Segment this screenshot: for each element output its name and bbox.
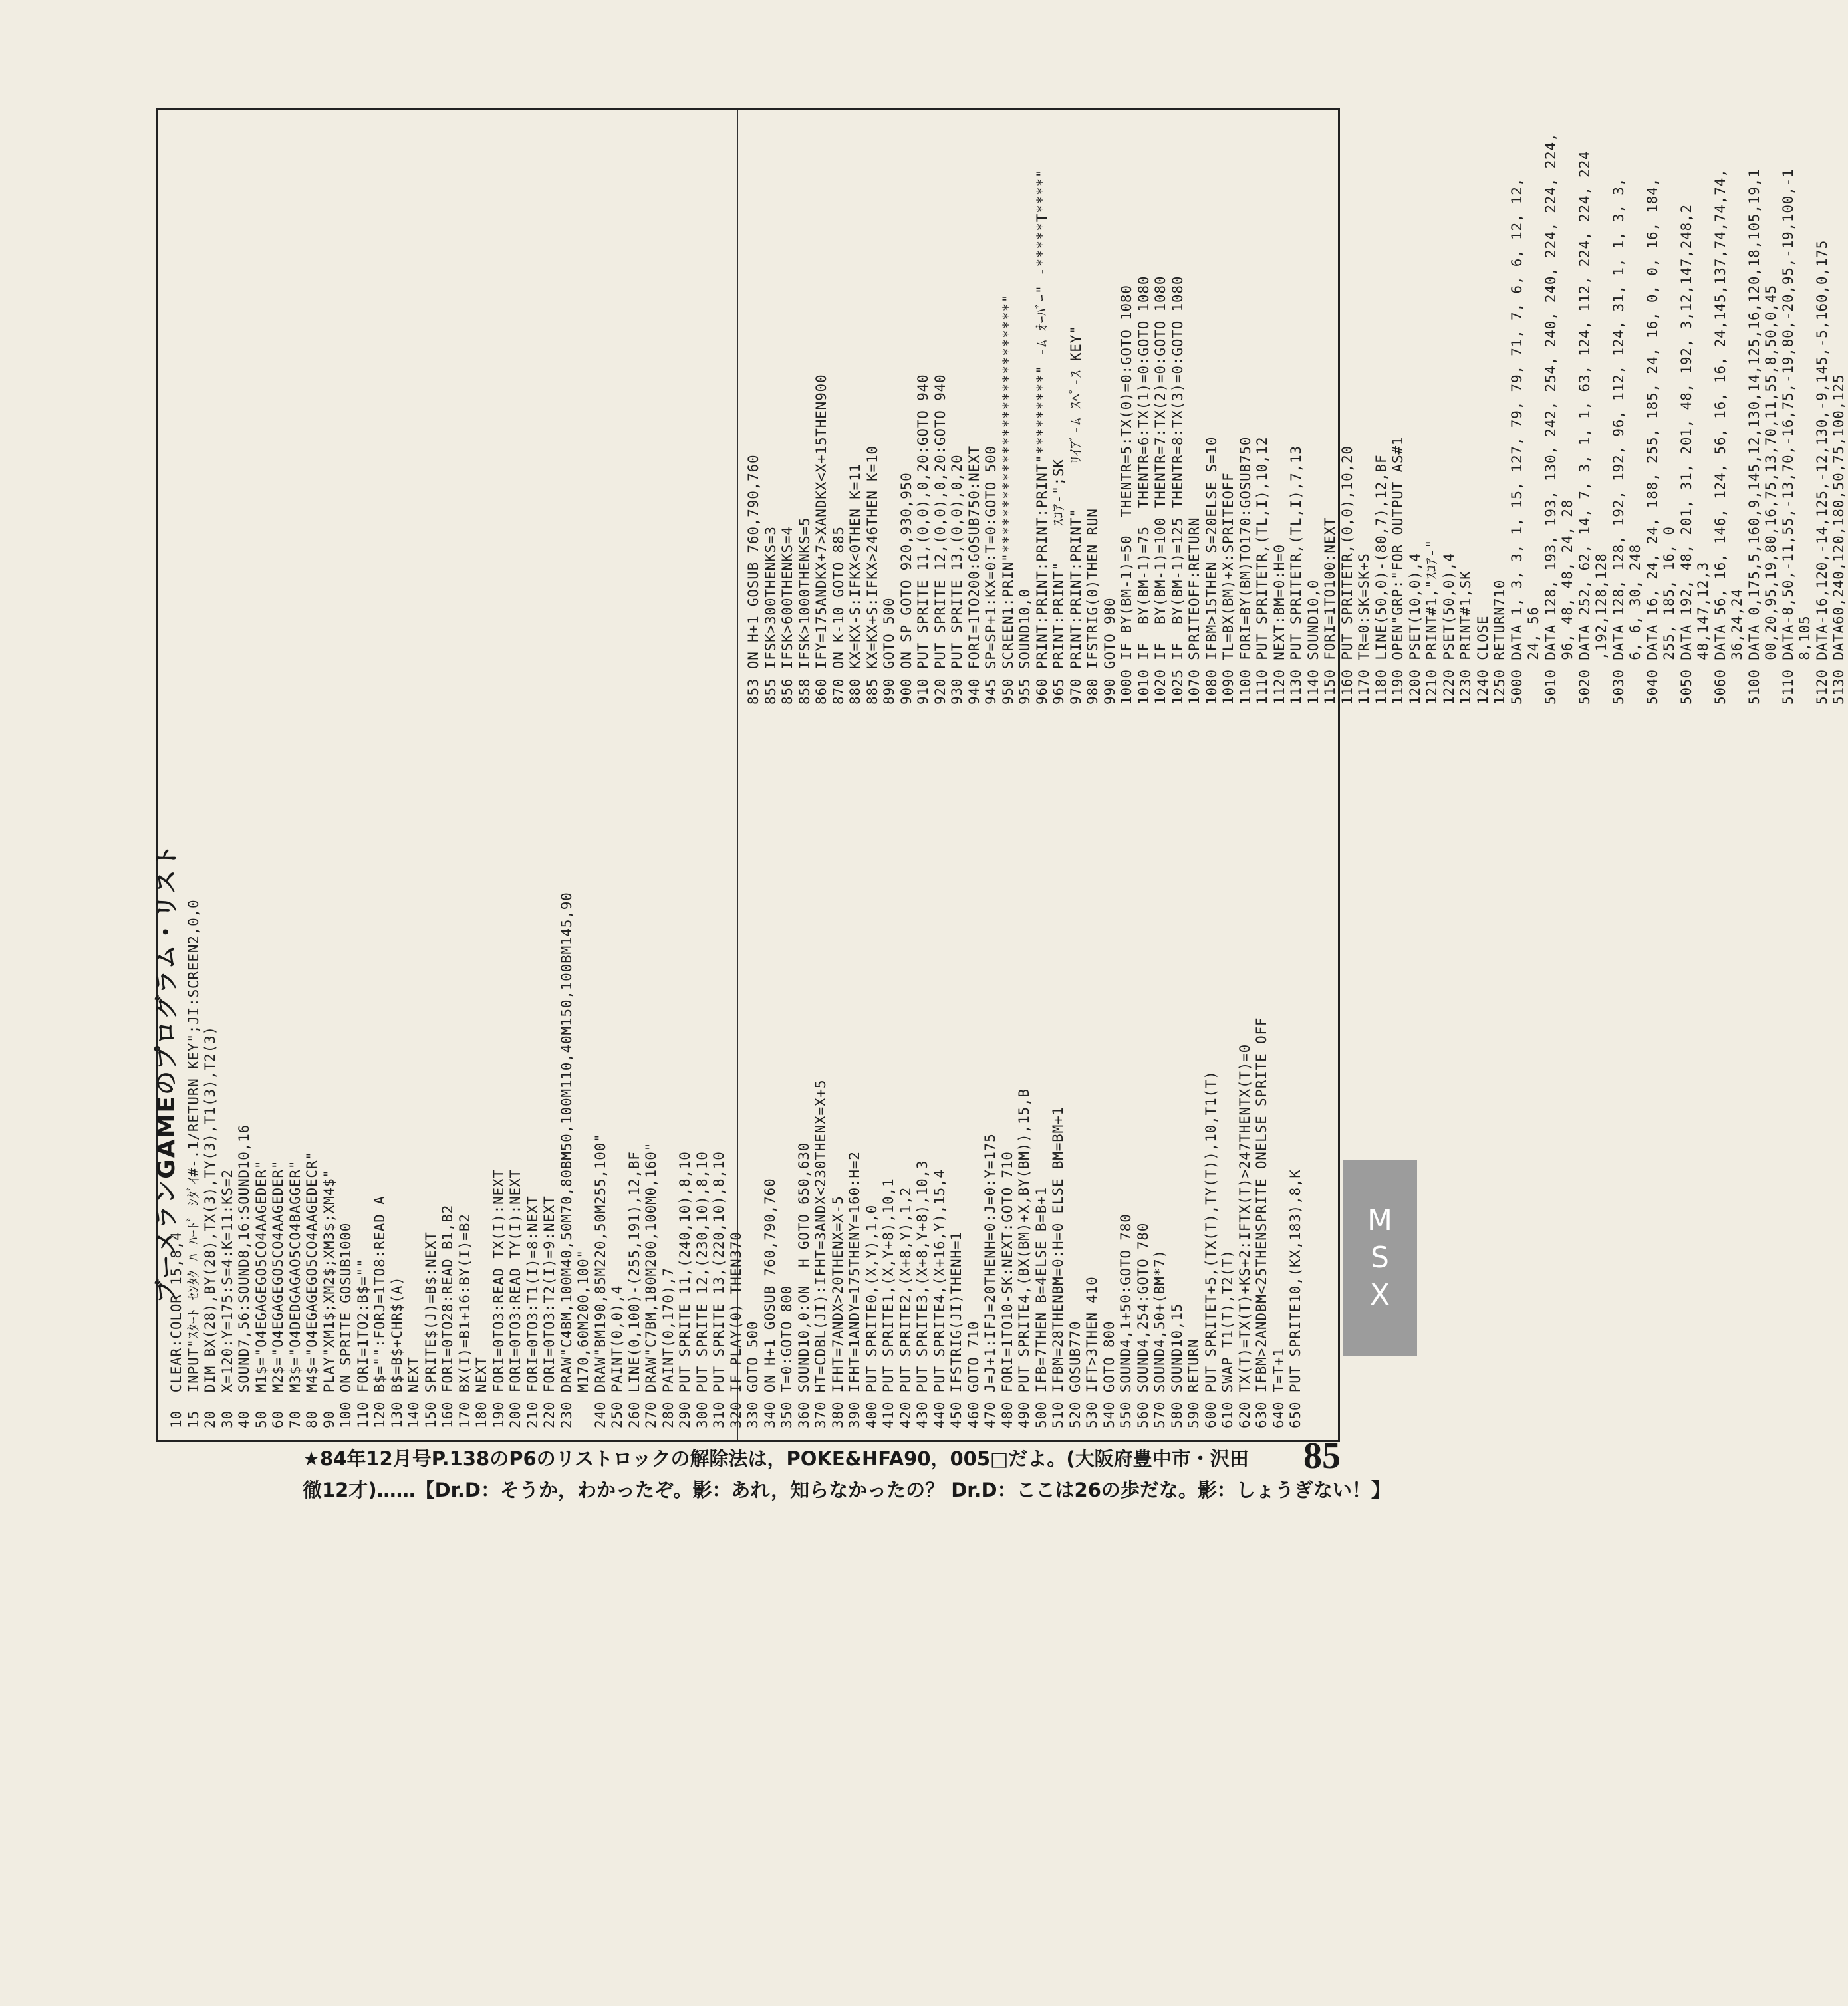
- code-line: 100 ON SPRITE GOSUB1000: [338, 1222, 354, 1428]
- code-line: 340 ON H+1 GOSUB 760,790,760: [761, 1178, 778, 1428]
- code-line: 870 ON K-10 GOTO 885: [830, 526, 847, 705]
- code-line: 470 J=J+1:IFJ=20THENH=0:J=0:Y=175: [982, 1133, 998, 1428]
- code-line: 990 GOTO 980: [1101, 597, 1118, 705]
- tab-letter: S: [1371, 1241, 1389, 1275]
- code-line: 858 IFSK>1000THENKS=5: [796, 517, 813, 705]
- code-line: 1210 PRINT#1,"ｽｺｱ-": [1424, 539, 1440, 705]
- code-line: 650 PUT SPRITE10,(KX,183),8,K: [1287, 1169, 1303, 1428]
- code-line: 5060 DATA 56, 16, 146, 124, 56, 16, 16, 24,145,137,74,74,74,: [1712, 168, 1728, 705]
- code-line: 1110 PUT SPRITETR,(TL,I),10,12: [1254, 436, 1270, 705]
- code-line: 1250 RETURN710: [1492, 579, 1508, 705]
- code-line: 980 IFSTRIG(0)THEN RUN: [1085, 508, 1101, 705]
- listing-right-column: [745, 133, 1848, 705]
- code-line: 6, 6, 30, 248: [1627, 544, 1643, 705]
- code-line: ,192,128,128: [1593, 553, 1609, 705]
- code-line: 260 LINE(0,100)-(255,191),12,BF: [626, 1151, 642, 1428]
- code-line: 1020 IF BY(BM-1)=100 THENTR=7:TX(2)=0:GOTO 1080: [1152, 275, 1168, 705]
- code-line: 1200 PSET(10,0),4: [1406, 553, 1423, 705]
- code-line: 40 SOUND7,56:SOUND8,16:SOUND10,16: [236, 1124, 252, 1428]
- code-line: 600 PUT SPRITET+5,(TX(T),TY(T)),10,T1(T): [1202, 1070, 1219, 1428]
- code-line: 430 PUT SPRITE3,(X+8,Y+8),10,3: [914, 1160, 930, 1428]
- code-line: 5110 DATA-8,50,-11,55,-13,70,-16,75,-19,80,-20,95,-19,100,-1: [1780, 168, 1796, 705]
- code-line: 460 GOTO 710: [965, 1320, 982, 1428]
- code-line: 20 DIM BX(28),BY(28),TX(3),TY(3),T1(3),T2(3): [202, 1026, 218, 1428]
- code-line: 1120 NEXT:BM=0:H=0: [1271, 544, 1287, 705]
- code-line: 330 GOTO 500: [745, 1320, 761, 1428]
- code-line: 540 GOTO 800: [1101, 1320, 1117, 1428]
- code-line: 5010 DATA 128, 193, 193, 130, 242, 254, 240, 240, 224, 224, 224,: [1542, 132, 1559, 705]
- code-line: 853 ON H+1 GOSUB 760,790,760: [745, 454, 761, 705]
- code-line: 520 GOSUB770: [1067, 1320, 1083, 1428]
- code-line: 60 M2$="O4EGAGEGO5CO4AAGEDER": [270, 1160, 286, 1428]
- page-title: ブーメランGAMEのプログラム・リスト: [153, 843, 180, 1303]
- code-line: 1100 FORI=BY(BM)TO170:GOSUB750: [1237, 436, 1254, 705]
- code-line: 1150 FORI=1TO100:NEXT: [1322, 517, 1338, 705]
- code-line: 255, 185, 16, 0: [1661, 526, 1677, 705]
- code-line: 590 RETURN: [1186, 1338, 1202, 1428]
- code-line: 640 T=T+1: [1270, 1348, 1287, 1428]
- code-line: 360 SOUND10,0:ON H GOTO 650,630: [795, 1142, 812, 1428]
- code-line: 880 KX=KX-S:IFKX<0THEN K=11: [847, 463, 863, 705]
- code-line: 96, 48, 48, 24, 28: [1559, 499, 1575, 705]
- code-line: 70 M3$="O4DEDGAGAO5CO4BAGGER": [287, 1160, 303, 1428]
- code-line: 885 KX=KX+S:IFKX>246THEN K=10: [864, 445, 880, 705]
- code-line: 8,105: [1797, 615, 1813, 705]
- code-line: 1010 IF BY(BM-1)=75 THENTR=6:TX(1)=0:GOTO 1080: [1135, 275, 1152, 705]
- code-line: 1090 TL=BX(BM)+X:SPRITEOFF: [1220, 472, 1236, 705]
- code-line: 200 FORI=0TO3:READ TY(I):NEXT: [507, 1169, 523, 1428]
- code-line: 320 IF PLAY(0) THEN370: [727, 1231, 744, 1428]
- code-line: 1080 IFBM>15THEN S=20ELSE S=10: [1203, 436, 1220, 705]
- code-line: 290 PUT SPRITE 11,(240,10),8,10: [677, 1151, 693, 1428]
- code-line: 510 IFBM=28THENBM=0:H=0 ELSE BM=BM+1: [1050, 1106, 1066, 1428]
- code-line: 390 IFHT=1ANDY=175THENY=160:H=2: [847, 1151, 862, 1428]
- code-line: 350 T=0:GOTO 800: [779, 1285, 795, 1428]
- code-line: 550 SOUND4,1+50:GOTO 780: [1118, 1213, 1134, 1428]
- code-line: 00,20,95,19,80,16,75,13,70,11,55,8,50,0,45: [1763, 285, 1779, 705]
- code-line: 630 IFBM>2ANDBM<25THENSPRITE ONELSE SPRITE OFF: [1254, 1017, 1269, 1428]
- code-line: 210 FORI=0TO3:T1(I)=8:NEXT: [524, 1195, 541, 1428]
- code-line: 370 HT=CDBL(JI):IFHT=3ANDX<230THENX=X+5: [813, 1079, 829, 1428]
- page-number: 85: [1303, 1436, 1341, 1477]
- tab-letter: X: [1369, 1278, 1390, 1312]
- code-line: 910 PUT SPRITE 11,(0,0),0,20:GOTO 940: [915, 374, 931, 705]
- code-line: 570 SOUND4,50+(BM*7): [1152, 1249, 1168, 1428]
- code-line: 5050 DATA 192, 48, 201, 31, 201, 48, 192, 3,12,147,248,2: [1678, 204, 1694, 705]
- code-line: 900 ON SP GOTO 920,930,950: [898, 472, 914, 705]
- code-line: 490 PUT SPRITE4,(BX(BM)+X,BY(BM)),15,B: [1016, 1088, 1032, 1428]
- code-line: 380 IFHT=7ANDX>20THENX=X-5: [829, 1195, 846, 1428]
- code-line: 400 PUT SPRITE0,(X,Y),1,0: [863, 1204, 880, 1428]
- code-line: 140 NEXT: [406, 1356, 422, 1428]
- code-line: 1025 IF BY(BM-1)=125 THENTR=8:TX(3)=0:GOTO 1080: [1169, 275, 1186, 705]
- code-line: 1000 IF BY(BM-1)=50 THENTR=5:TX(0)=0:GOTO 1080: [1119, 285, 1134, 705]
- code-line: 1230 PRINT#1,SK: [1458, 570, 1474, 705]
- code-line: 50 M1$="O4EGAGEGO5CO4AAGEDER": [253, 1160, 269, 1428]
- code-line: 150 SPRITE$(J)=B$:NEXT: [422, 1231, 439, 1428]
- code-line: 530 IFT>3THEN 410: [1084, 1276, 1100, 1428]
- listing-left-column: [168, 892, 1305, 1428]
- code-line: 930 PUT SPRITE 13,(0,0),0,20: [949, 454, 965, 705]
- code-line: 1070 SPRITEOFF:RETURN: [1186, 517, 1202, 705]
- code-line: 920 PUT SPRITE 12,(0,0),0,20:GOTO 940: [932, 374, 948, 705]
- tab-letter: M: [1367, 1203, 1392, 1237]
- code-line: 620 TX(T)=TX(T)+KS+2:IFTX(T)>247THENTX(T)=0: [1236, 1043, 1253, 1428]
- code-line: 1220 PSET(50,0),4: [1440, 553, 1457, 705]
- code-line: 420 PUT SPRITE2,(X+8,Y),1,2: [897, 1187, 914, 1428]
- code-line: 130 B$=B$+CHR$(A): [388, 1276, 405, 1428]
- code-line: 110 FORI=1TO2:B$="": [354, 1258, 371, 1428]
- code-line: 945 SP=SP+1:KX=0:T=0:GOTO 500: [983, 445, 999, 705]
- code-line: 220 FORI=0TO3:T2(I)=9:NEXT: [541, 1195, 557, 1428]
- code-line: 450 IFSTRIG(JI)THENH=1: [948, 1231, 964, 1428]
- code-line: 560 SOUND4,254:GOTO 780: [1134, 1222, 1151, 1428]
- code-line: 5130 DATA60,240,120,180,50,75,100,125: [1831, 374, 1847, 705]
- code-line: 15 INPUT"ｽﾀｰﾄ ｾﾝﾀｸ ﾊ ﾊｰﾄﾞ ｼﾀﾞｲ#-.1/RETURN KEY";JI:SCREEN2,0,0: [185, 899, 201, 1428]
- code-line: 950 SCREEN1:PRIN"****************************": [999, 293, 1016, 705]
- code-line: 440 PUT SPRITE4,(X+16,Y),15,4: [931, 1169, 948, 1428]
- code-line: 955 SOUND10,0: [1017, 588, 1033, 705]
- msx-side-tab: [1343, 1160, 1417, 1356]
- code-line: 5000 DATA 1, 3, 3, 1, 15, 127, 79, 79, 71, 7, 6, 6, 12, 12,: [1508, 177, 1525, 705]
- code-line: 1180 LINE(50,0)-(80,7),12,BF: [1373, 454, 1389, 705]
- code-line: 80 M4$="O4EGAGEGO5CO4AAGEDECR": [304, 1151, 320, 1428]
- code-line: 856 IFSK>600THENKS=4: [779, 526, 795, 705]
- code-line: 480 FORI=1TO10-SK:NEXT:GOTO 710: [999, 1151, 1015, 1428]
- footer-note-line2: 徹12才)……【Dr.D：そうか，わかったぞ。影：あれ，知らなかったの？ Dr.D：ここは26の歩だな。影：しょうぎない！】: [303, 1479, 1390, 1501]
- code-line: M170,60M200,100": [575, 1249, 591, 1428]
- footer-note-line1: ★84年12月号P.138のP6のリストロックの解除法は，POKE&HFA90，005□だよ。(大阪府豊中市・沢田: [303, 1447, 1249, 1470]
- code-line: 48,147,12,3: [1695, 561, 1711, 705]
- code-line: 190 FORI=0TO3:READ TX(I):NEXT: [490, 1169, 507, 1428]
- code-line: 410 PUT SPRITE1,(X,Y+8),10,1: [880, 1178, 896, 1428]
- code-line: 90 PLAY"XM1$;XM2$;XM3$;XM4$": [321, 1169, 337, 1428]
- code-line: 180 NEXT: [473, 1356, 489, 1428]
- code-line: 170 BX(I)=B1+16:BY(I)=B2: [456, 1213, 473, 1428]
- code-line: 310 PUT SPRITE 13,(220,10),8,10: [711, 1151, 727, 1428]
- code-line: 270 DRAW"C7BM,180M200,100M0,160": [643, 1142, 659, 1428]
- code-line: 1170 TR=0:SK=SK+S: [1356, 553, 1372, 705]
- code-line: 940 FORI=1TO200:GOSUB750:NEXT: [966, 445, 982, 705]
- code-line: 5030 DATA 128, 128, 192, 192, 96, 112, 124, 31, 1, 1, 3, 3,: [1610, 177, 1627, 705]
- code-line: 500 IFB=7THEN B=4ELSE B=B+1: [1033, 1187, 1049, 1428]
- code-line: 240 DRAW"BM190,85M220,50M255,100": [592, 1133, 608, 1428]
- code-line: 300 PUT SPRITE 12,(230,10),8,10: [694, 1151, 710, 1428]
- code-line: 160 FORI=0TO28:READ B1,B2: [440, 1204, 456, 1428]
- code-line: 960 PRINT:PRINT:PRINT:PRINT"*********" -ﾑ ｵｰﾊﾞｰ" -*****T****": [1033, 168, 1050, 705]
- code-line: 5120 DATA-16,120,-14,125,-12,130,-9,145,-5,160,0,175: [1813, 239, 1830, 705]
- code-line: 250 PAINT(0,0),4: [609, 1285, 625, 1428]
- code-line: 5020 DATA 252, 62, 14, 7, 3, 1, 1, 63, 124, 112, 224, 224, 224: [1576, 150, 1593, 705]
- code-line: 30 X=120:Y=175:S=4:K=11:KS=2: [219, 1169, 235, 1428]
- code-line: 855 IFSK>300THENKS=3: [762, 526, 779, 705]
- code-line: 230 DRAW"C4BM,100M40,50M70,80BM50,100M110,40M150,100BM145,90: [558, 892, 575, 1428]
- code-line: 1240 CLOSE: [1474, 615, 1491, 705]
- code-line: 1160 PUT SPRITETR,(0,0),10,20: [1339, 445, 1355, 705]
- code-line: 890 GOTO 500: [881, 597, 897, 705]
- code-line: 970 PRINT:PRINT:PRINT" ﾘｲｱﾞ-ﾑ ｽﾍﾟ-ｽ KEY": [1067, 325, 1084, 705]
- code-line: 120 B$="":FORJ=1TO8:READ A: [372, 1195, 388, 1428]
- code-line: 1130 PUT SPRITETR,(TL,I),7,13: [1288, 445, 1304, 705]
- code-line: 610 SWAP T1(T),T2(T): [1220, 1249, 1236, 1428]
- code-line: 965 PRINT:PRINT" ｽｺｱ-";SK: [1051, 459, 1067, 705]
- code-line: 280 PAINT(0,170),7: [660, 1267, 676, 1428]
- code-line: 5040 DATA 16, 24, 24, 188, 255, 185, 24, 16, 0, 0, 16, 184,: [1644, 177, 1660, 705]
- code-line: 5100 DATA 0,175,5,160,9,145,12,130,14,125,16,120,18,105,19,1: [1746, 168, 1762, 705]
- code-line: 1190 OPEN"GRP:"FOR OUTPUT AS#1: [1390, 436, 1406, 705]
- code-line: 10 CLEAR:COLOR 15,8,4: [168, 1231, 184, 1428]
- code-line: 580 SOUND10,15: [1168, 1303, 1185, 1428]
- code-line: 860 IFY=175ANDKX+7>XANDKX<X+15THEN900: [813, 374, 829, 705]
- code-line: 1140 SOUND10,0: [1305, 579, 1321, 705]
- code-line: 24, 56: [1525, 606, 1541, 705]
- code-line: 36,24,24: [1729, 588, 1745, 705]
